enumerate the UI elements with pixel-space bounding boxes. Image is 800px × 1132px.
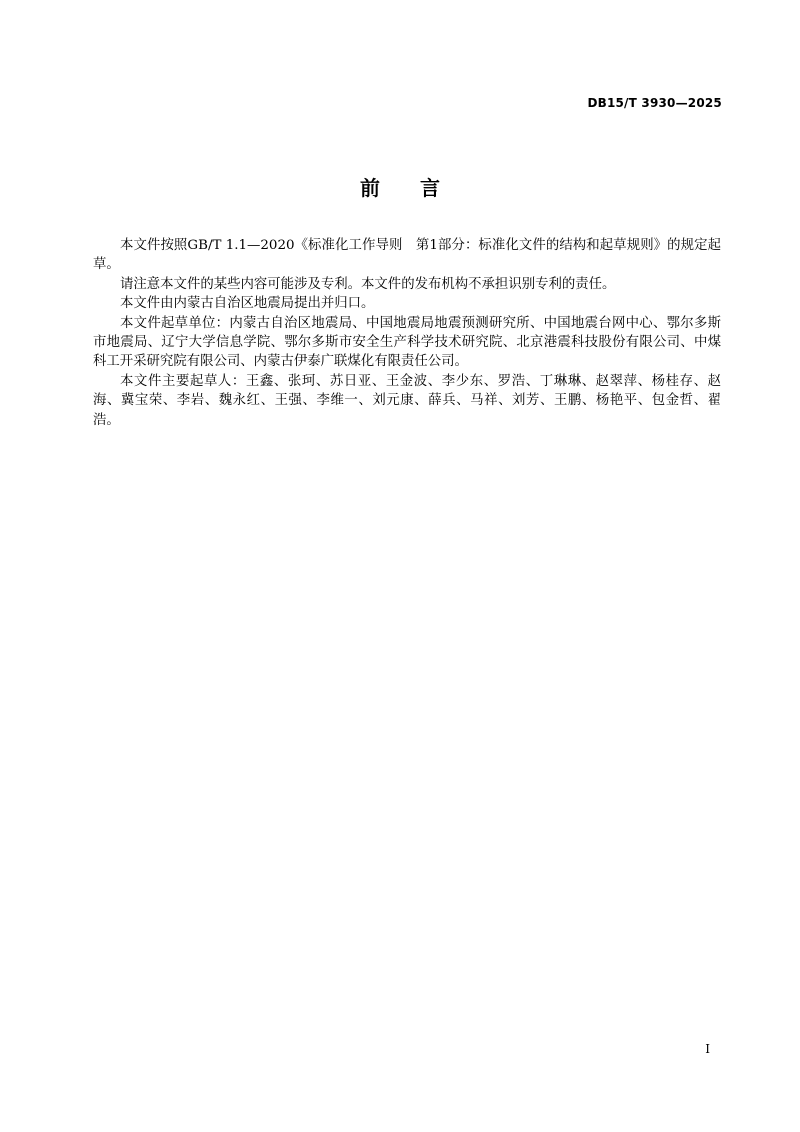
body-text xyxy=(93,236,721,430)
document-code: DB15/T 3930—2025 xyxy=(587,96,722,110)
paragraph-drafting-units: 本文件起草单位：内蒙古自治区地震局、中国地震局地震预测研究所、中国地震台网中心、鄂尔多斯市地震局、辽宁大学信息学院、鄂尔多斯市安全生产科学技术研究院、北京港震科技股份有限公司、中煤科工开采研究院有限公司、内蒙古伊泰广联煤化有限责任公司。 xyxy=(93,315,721,370)
paragraph-drafters: 本文件主要起草人：王鑫、张珂、苏日亚、王金波、李少东、罗浩、丁琳琳、赵翠萍、杨桂存、赵海、冀宝荣、李岩、魏永红、王强、李维一、刘元康、薛兵、马祥、刘芳、王鹏、杨艳平、包金哲、翟浩。 xyxy=(93,373,721,428)
page-number: I xyxy=(705,1042,710,1056)
page-title: 前言 xyxy=(360,176,480,200)
paragraph-proposer: 本文件由内蒙古自治区地震局提出并归口。 xyxy=(120,296,375,312)
paragraph-drafting-rules: 本文件按照GB/T 1.1—2020《标准化工作导则 第1部分：标准化文件的结构和起草规则》的规定起草。 xyxy=(93,238,721,273)
paragraph-patent-notice: 请注意本文件的某些内容可能涉及专利。本文件的发布机构不承担识别专利的责任。 xyxy=(120,276,616,292)
